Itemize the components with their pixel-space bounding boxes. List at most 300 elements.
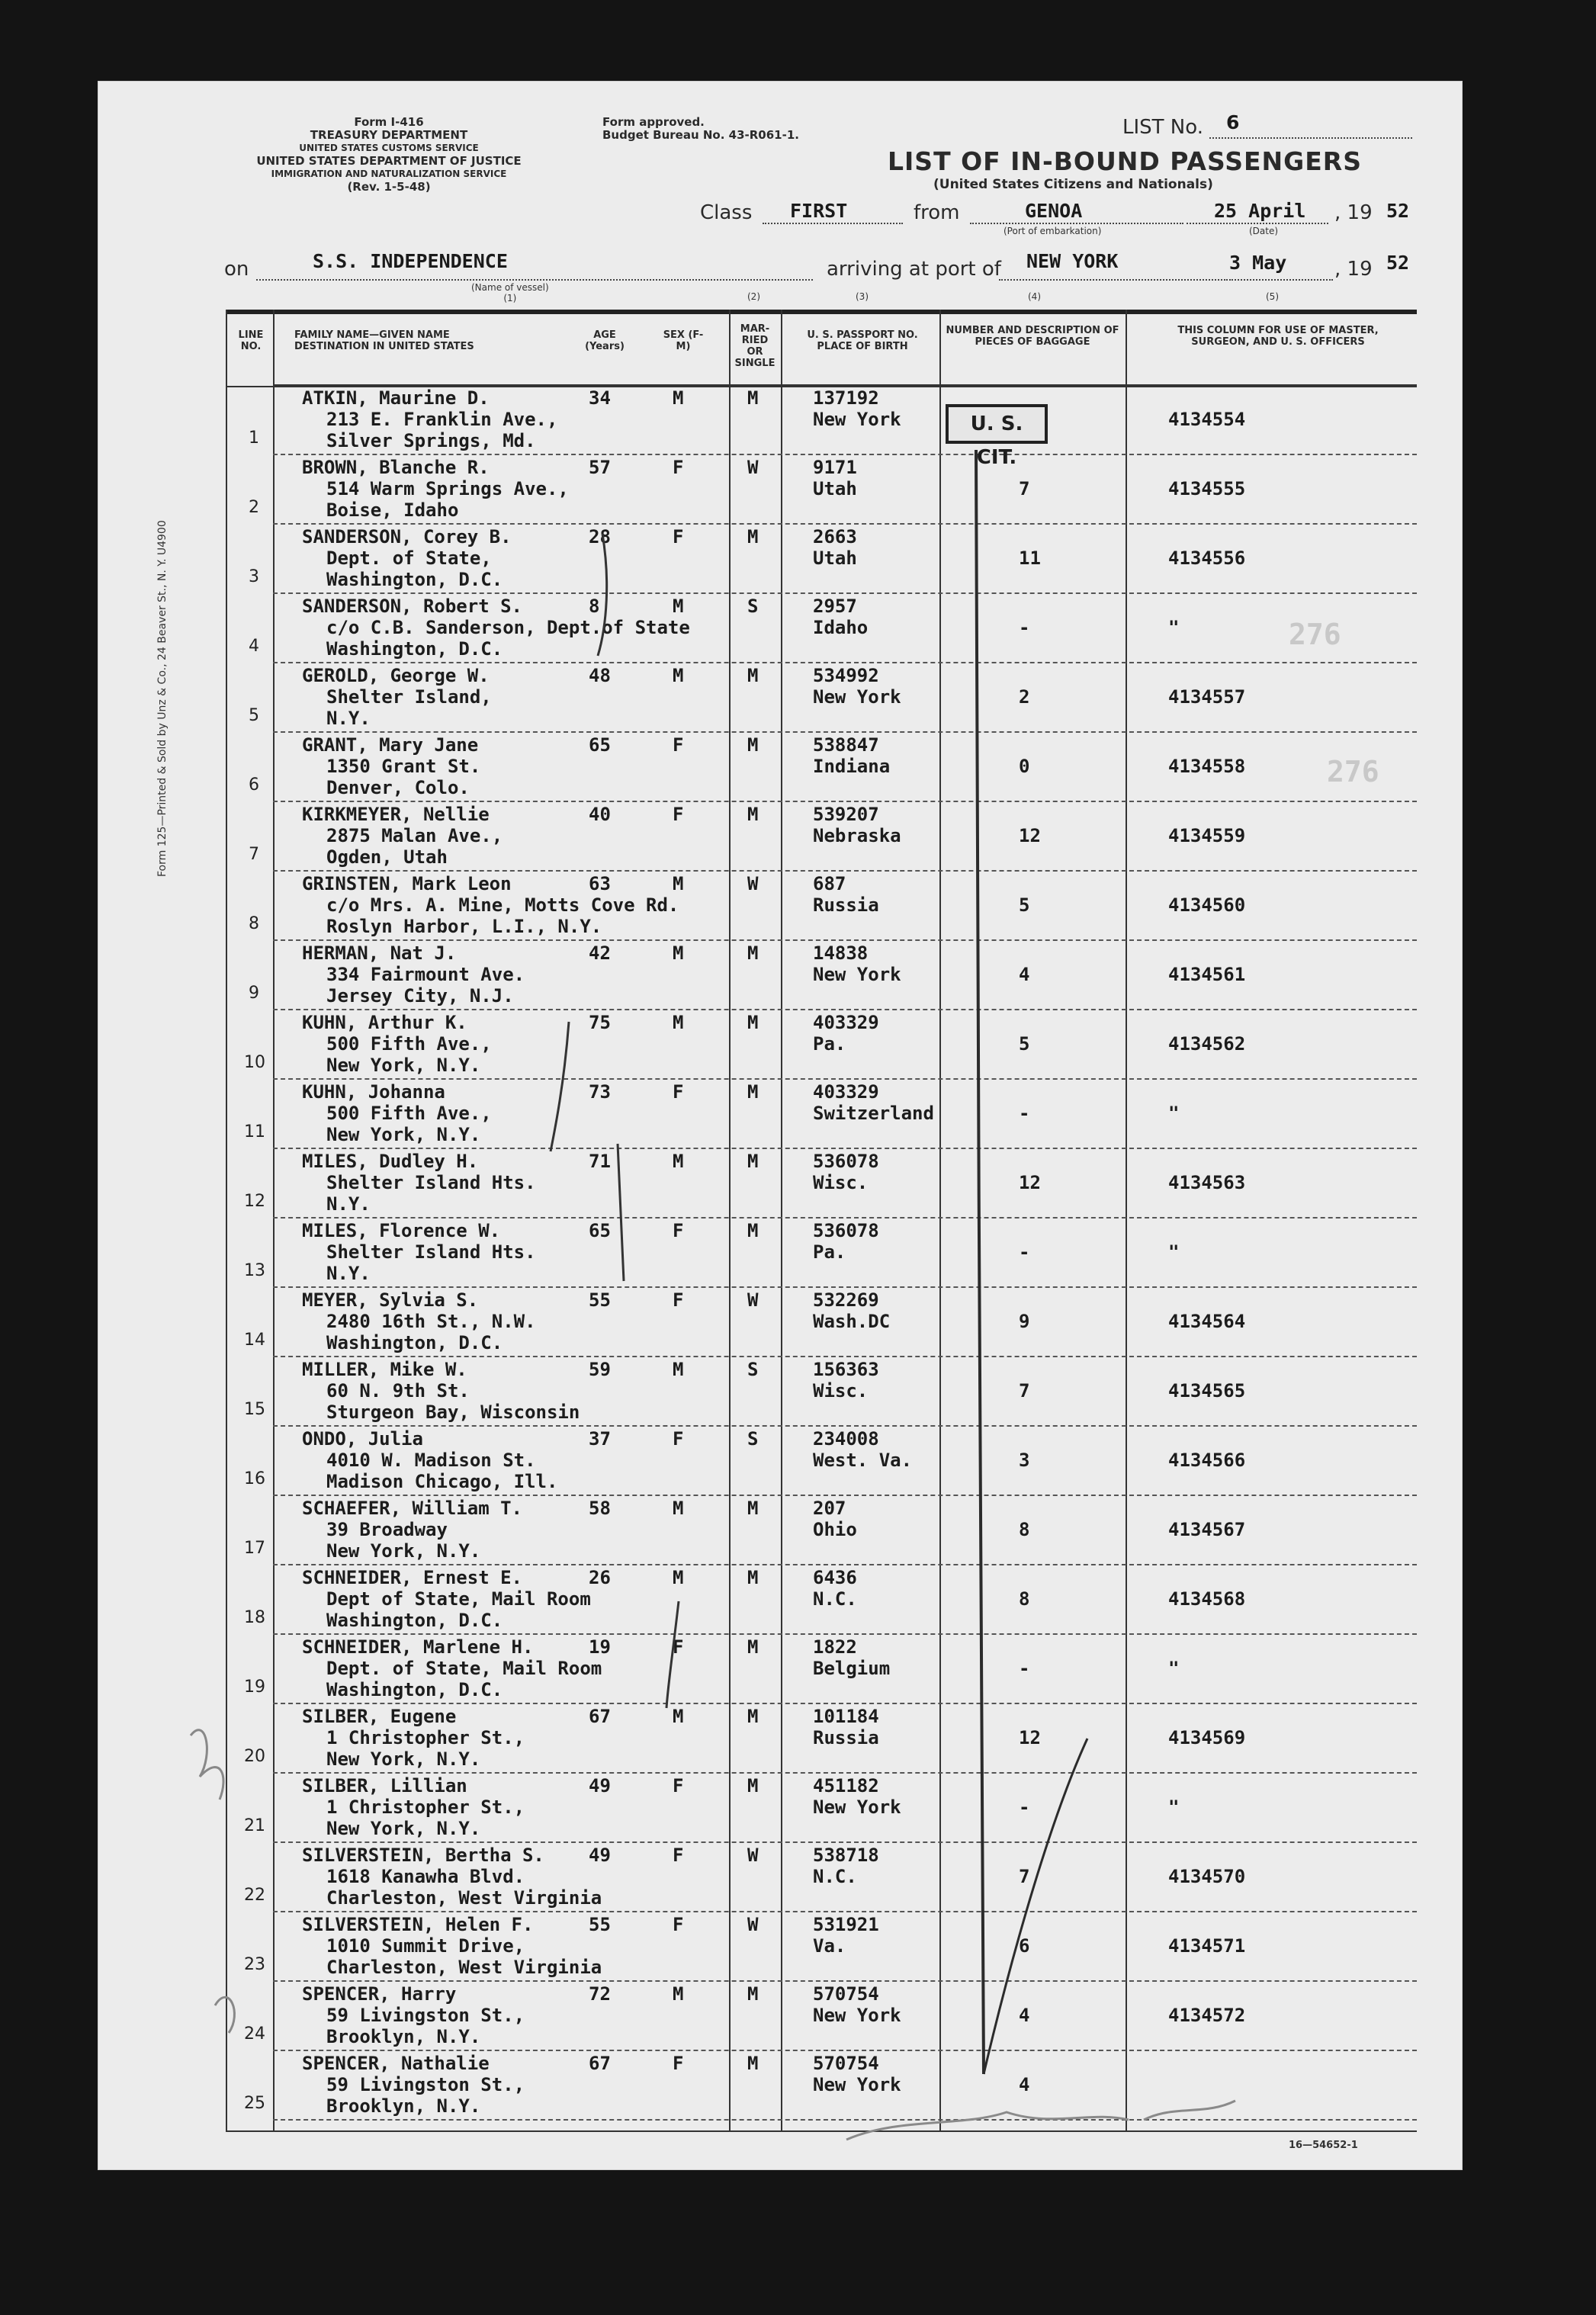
line-number: 11 <box>244 1122 265 1141</box>
from-label: from <box>914 201 960 224</box>
address-line-1: 334 Fairmount Ave. <box>326 964 525 985</box>
address-line-1: c/o Mrs. A. Mine, Motts Cove Rd. <box>326 894 679 916</box>
passport-number: 536078 <box>813 1151 879 1172</box>
address-line-1: 59 Livingston St., <box>326 2074 525 2095</box>
baggage-count: 9 <box>1019 1311 1030 1332</box>
age: 65 <box>589 734 611 756</box>
printer-imprint: Form 125—Printed & Sold by Unz & Co., 24 Beaver St., N. Y. U4900 <box>156 520 169 877</box>
sex: F <box>673 804 684 825</box>
address-line-1: Dept. of State, <box>326 547 492 569</box>
address-line-1: 2480 16th St., N.W. <box>326 1311 536 1332</box>
officer-number: " <box>1168 1103 1180 1124</box>
address-line-2: Boise, Idaho <box>326 499 459 521</box>
officer-number: 4134556 <box>1168 547 1246 569</box>
year-label-2: , 19 <box>1334 258 1373 281</box>
passport-number: 137192 <box>813 387 879 409</box>
address-line-1: 1350 Grant St. <box>326 756 481 777</box>
address-line-1: c/o C.B. Sanderson, Dept.of State <box>326 617 690 638</box>
passenger-name: GRANT, Mary Jane <box>302 734 479 756</box>
address-line-1: 1618 Kanawha Blvd. <box>326 1866 525 1887</box>
baggage-count: 7 <box>1019 1866 1030 1887</box>
passport-number: 2957 <box>813 596 857 617</box>
age: 73 <box>589 1081 611 1103</box>
marital-status: M <box>747 1706 759 1727</box>
place-of-birth: Utah <box>813 478 857 499</box>
address-line-2: Ogden, Utah <box>326 846 448 868</box>
sex: F <box>673 1775 684 1796</box>
address-line-2: Roslyn Harbor, L.I., N.Y. <box>326 916 602 937</box>
officer-number: 4134558 <box>1168 756 1246 777</box>
address-line-2: Washington, D.C. <box>326 569 503 590</box>
officer-number: 4134567 <box>1168 1519 1246 1540</box>
marital-status: S <box>747 1428 759 1450</box>
passport-number: 207 <box>813 1498 846 1519</box>
arrival-date: 3 May <box>1229 252 1287 274</box>
col-num-3: (3) <box>856 291 869 302</box>
age: 65 <box>589 1220 611 1241</box>
address-line-2: Washington, D.C. <box>326 1679 503 1700</box>
line-number: 22 <box>244 1886 265 1905</box>
sex: M <box>673 942 684 964</box>
officer-number: 4134571 <box>1168 1935 1246 1957</box>
col-num-4: (4) <box>1028 291 1041 302</box>
baggage-count: 4 <box>1019 2074 1030 2095</box>
place-of-birth: Pa. <box>813 1033 846 1055</box>
sex: F <box>673 1289 684 1311</box>
passenger-name: SCHNEIDER, Marlene H. <box>302 1636 534 1658</box>
age: 75 <box>589 1012 611 1033</box>
address-line-1: 4010 W. Madison St. <box>326 1450 536 1471</box>
age: 49 <box>589 1775 611 1796</box>
baggage-count: 8 <box>1019 1588 1030 1610</box>
passport-number: 101184 <box>813 1706 879 1727</box>
marital-status: S <box>747 596 759 617</box>
baggage-count: 3 <box>1019 1450 1030 1471</box>
passport-number: 538847 <box>813 734 879 756</box>
passport-number: 539207 <box>813 804 879 825</box>
officer-number: " <box>1168 617 1180 638</box>
passenger-name: SILVERSTEIN, Helen F. <box>302 1914 534 1935</box>
passport-number: 1822 <box>813 1636 857 1658</box>
address-line-2: Charleston, West Virginia <box>326 1887 602 1909</box>
passport-number: 403329 <box>813 1012 879 1033</box>
form-agency-block: Form I-416 TREASURY DEPARTMENT UNITED STATES CUSTOMS SERVICE UNITED STATES DEPARTMENT OF JUSTICE IMMIGRATION AND NATURALIZATION SERVICE (Rev. 1-5-48) <box>256 115 522 194</box>
officer-number: 4134569 <box>1168 1727 1246 1748</box>
year-value-1: 52 <box>1386 200 1410 222</box>
line-number: 15 <box>244 1400 265 1419</box>
place-of-birth: New York <box>813 409 901 430</box>
baggage-count: 4 <box>1019 964 1030 985</box>
line-number: 6 <box>249 775 259 795</box>
passport-number: 156363 <box>813 1359 879 1380</box>
col-header-line: LINE NO. <box>238 329 264 352</box>
us-citizen-stamp: U. S. CIT. <box>946 404 1048 444</box>
place-of-birth: Belgium <box>813 1658 891 1679</box>
address-line-2: N.Y. <box>326 708 371 729</box>
officer-number: " <box>1168 1796 1180 1818</box>
line-number: 9 <box>249 984 259 1003</box>
line-number: 14 <box>244 1331 265 1350</box>
place-of-birth: N.C. <box>813 1866 857 1887</box>
place-of-birth: Indiana <box>813 756 891 777</box>
officer-number: 4134559 <box>1168 825 1246 846</box>
line-number: 17 <box>244 1539 265 1558</box>
sex: M <box>673 1151 684 1172</box>
sex: M <box>673 1706 684 1727</box>
age: 49 <box>589 1845 611 1866</box>
passport-number: 234008 <box>813 1428 879 1450</box>
sex: M <box>673 387 684 409</box>
departure-date: 25 April <box>1214 200 1306 222</box>
sex: M <box>673 1012 684 1033</box>
marital-status: M <box>747 942 759 964</box>
baggage-count: 12 <box>1019 1727 1041 1748</box>
passenger-name: MILLER, Mike W. <box>302 1359 467 1380</box>
col-header-age: AGE (Years) <box>585 329 625 352</box>
passport-number: 538718 <box>813 1845 879 1866</box>
place-of-birth: Wisc. <box>813 1172 869 1193</box>
officer-number: " <box>1168 1658 1180 1679</box>
baggage-count: - <box>1019 1796 1030 1818</box>
baggage-count: - <box>1019 1658 1030 1679</box>
col-header-baggage: NUMBER AND DESCRIPTION OF PIECES OF BAGGAGE <box>946 325 1119 348</box>
bleed-through-number: 276 <box>1327 755 1379 788</box>
class-value: FIRST <box>790 200 848 222</box>
sex: F <box>673 1428 684 1450</box>
passport-number: 570754 <box>813 1983 879 2005</box>
sex: M <box>673 1567 684 1588</box>
address-line-1: 2875 Malan Ave., <box>326 825 503 846</box>
passport-number: 536078 <box>813 1220 879 1241</box>
address-line-1: 39 Broadway <box>326 1519 448 1540</box>
address-line-2: New York, N.Y. <box>326 1055 481 1076</box>
col-header-sex: SEX (F-M) <box>663 329 704 352</box>
place-of-birth: Switzerland <box>813 1103 934 1124</box>
line-number: 1 <box>249 429 259 448</box>
place-of-birth: New York <box>813 964 901 985</box>
passenger-name: KUHN, Johanna <box>302 1081 445 1103</box>
marital-status: W <box>747 1845 759 1866</box>
marital-status: W <box>747 1289 759 1311</box>
baggage-count: 6 <box>1019 1935 1030 1957</box>
address-line-2: Sturgeon Bay, Wisconsin <box>326 1402 580 1423</box>
officer-number: 4134563 <box>1168 1172 1246 1193</box>
address-line-2: Jersey City, N.J. <box>326 985 514 1007</box>
address-line-1: 500 Fifth Ave., <box>326 1103 492 1124</box>
line-number: 2 <box>249 498 259 517</box>
marital-status: M <box>747 526 759 547</box>
address-line-1: Dept. of State, Mail Room <box>326 1658 602 1679</box>
port-value: NEW YORK <box>1026 250 1119 272</box>
age: 71 <box>589 1151 611 1172</box>
form-footnote: 16—54652-1 <box>1289 2140 1358 2151</box>
col-num-2: (2) <box>747 291 760 302</box>
line-number: 7 <box>249 845 259 864</box>
line-number: 19 <box>244 1678 265 1697</box>
marital-status: M <box>747 1636 759 1658</box>
sex: M <box>673 596 684 617</box>
marital-status: M <box>747 1567 759 1588</box>
line-number: 16 <box>244 1469 265 1488</box>
passenger-name: KIRKMEYER, Nellie <box>302 804 490 825</box>
address-line-1: 60 N. 9th St. <box>326 1380 470 1402</box>
passenger-name: SCHNEIDER, Ernest E. <box>302 1567 522 1588</box>
baggage-count: - <box>1019 1103 1030 1124</box>
marital-status: M <box>747 1983 759 2005</box>
passport-number: 531921 <box>813 1914 879 1935</box>
form-approval: Form approved. Budget Bureau No. 43-R061-1. <box>602 115 799 142</box>
baggage-count: 0 <box>1019 756 1030 777</box>
passenger-name: SILBER, Lillian <box>302 1775 467 1796</box>
address-line-2: New York, N.Y. <box>326 1124 481 1145</box>
marital-status: M <box>747 665 759 686</box>
place-of-birth: Utah <box>813 547 857 569</box>
line-number: 12 <box>244 1192 265 1211</box>
address-line-2: N.Y. <box>326 1193 371 1215</box>
address-line-1: 1 Christopher St., <box>326 1796 525 1818</box>
officer-number: 4134572 <box>1168 2005 1246 2026</box>
date-caption: (Date) <box>1249 226 1279 236</box>
sex: M <box>673 1983 684 2005</box>
baggage-count: 7 <box>1019 478 1030 499</box>
age: 42 <box>589 942 611 964</box>
baggage-count: 12 <box>1019 825 1041 846</box>
passenger-name: MEYER, Sylvia S. <box>302 1289 479 1311</box>
class-label: Class <box>700 201 753 224</box>
marital-status: M <box>747 804 759 825</box>
sex: M <box>673 873 684 894</box>
list-no-label: LIST No. <box>1122 116 1203 139</box>
page-title: LIST OF IN-BOUND PASSENGERS <box>888 146 1362 176</box>
age: 57 <box>589 457 611 478</box>
address-line-1: 1010 Summit Drive, <box>326 1935 525 1957</box>
passenger-name: SILVERSTEIN, Bertha S. <box>302 1845 544 1866</box>
passport-number: 9171 <box>813 457 857 478</box>
officer-number: 4134560 <box>1168 894 1246 916</box>
marital-status: M <box>747 1081 759 1103</box>
col-num-5: (5) <box>1266 291 1279 302</box>
passport-number: 14838 <box>813 942 869 964</box>
age: 8 <box>589 596 600 617</box>
address-line-2: Washington, D.C. <box>326 1332 503 1353</box>
passport-number: 534992 <box>813 665 879 686</box>
place-of-birth: N.C. <box>813 1588 857 1610</box>
sex: F <box>673 734 684 756</box>
passport-number: 532269 <box>813 1289 879 1311</box>
year-label-1: , 19 <box>1334 201 1373 224</box>
passenger-name: SPENCER, Nathalie <box>302 2053 490 2074</box>
col-header-officer: THIS COLUMN FOR USE OF MASTER, SURGEON, AND U. S. OFFICERS <box>1177 325 1379 348</box>
age: 67 <box>589 1706 611 1727</box>
age: 59 <box>589 1359 611 1380</box>
officer-number: 4134561 <box>1168 964 1246 985</box>
col-header-name: FAMILY NAME—GIVEN NAME DESTINATION IN UNITED STATES <box>294 329 474 352</box>
officer-number: 4134555 <box>1168 478 1246 499</box>
officer-number: 4134570 <box>1168 1866 1246 1887</box>
address-line-2: N.Y. <box>326 1263 371 1284</box>
age: 26 <box>589 1567 611 1588</box>
line-number: 13 <box>244 1261 265 1280</box>
age: 34 <box>589 387 611 409</box>
line-number: 5 <box>249 706 259 725</box>
passenger-name: GRINSTEN, Mark Leon <box>302 873 512 894</box>
from-value: GENOA <box>1025 200 1083 222</box>
officer-number: 4134566 <box>1168 1450 1246 1471</box>
passenger-name: ONDO, Julia <box>302 1428 423 1450</box>
address-line-2: New York, N.Y. <box>326 1748 481 1770</box>
sex: F <box>673 526 684 547</box>
age: 48 <box>589 665 611 686</box>
arriving-label: arriving at port of <box>827 258 1001 281</box>
passport-number: 403329 <box>813 1081 879 1103</box>
baggage-count: 2 <box>1019 686 1030 708</box>
line-number: 24 <box>244 2024 265 2044</box>
address-line-1: Shelter Island Hts. <box>326 1241 536 1263</box>
officer-number: 4134557 <box>1168 686 1246 708</box>
address-line-1: 59 Livingston St., <box>326 2005 525 2026</box>
marital-status: M <box>747 1220 759 1241</box>
from-caption: (Port of embarkation) <box>1004 226 1102 236</box>
officer-number: 4134554 <box>1168 409 1246 430</box>
address-line-2: Denver, Colo. <box>326 777 470 798</box>
vessel-name: S.S. INDEPENDENCE <box>313 250 508 272</box>
place-of-birth: Nebraska <box>813 825 901 846</box>
place-of-birth: West. Va. <box>813 1450 913 1471</box>
bleed-through-number: 276 <box>1289 618 1341 651</box>
vessel-caption: (Name of vessel) (1) <box>471 282 549 303</box>
age: 55 <box>589 1289 611 1311</box>
sex: F <box>673 1220 684 1241</box>
page-subtitle: (United States Citizens and Nationals) <box>933 177 1213 192</box>
line-number: 18 <box>244 1608 265 1627</box>
marital-status: M <box>747 734 759 756</box>
passenger-name: SILBER, Eugene <box>302 1706 457 1727</box>
line-number: 20 <box>244 1747 265 1766</box>
age: 37 <box>589 1428 611 1450</box>
marital-status: S <box>747 1359 759 1380</box>
sex: F <box>673 1081 684 1103</box>
marital-status: W <box>747 457 759 478</box>
sex: M <box>673 1359 684 1380</box>
line-number: 8 <box>249 914 259 933</box>
place-of-birth: Va. <box>813 1935 846 1957</box>
address-line-2: Brooklyn, N.Y. <box>326 2026 481 2047</box>
place-of-birth: New York <box>813 2074 901 2095</box>
officer-number: 4134564 <box>1168 1311 1246 1332</box>
col-header-married: MAR-RIED OR SINGLE <box>734 323 776 369</box>
marital-status: M <box>747 2053 759 2074</box>
passenger-name: SANDERSON, Robert S. <box>302 596 522 617</box>
passport-number: 6436 <box>813 1567 857 1588</box>
passport-number: 687 <box>813 873 846 894</box>
passport-number: 2663 <box>813 526 857 547</box>
age: 40 <box>589 804 611 825</box>
age: 72 <box>589 1983 611 2005</box>
baggage-count: 5 <box>1019 894 1030 916</box>
baggage-count: - <box>1019 617 1030 638</box>
baggage-count: 11 <box>1019 547 1041 569</box>
address-line-1: 514 Warm Springs Ave., <box>326 478 569 499</box>
officer-number: 4134565 <box>1168 1380 1246 1402</box>
place-of-birth: Pa. <box>813 1241 846 1263</box>
address-line-2: Brooklyn, N.Y. <box>326 2095 481 2117</box>
address-line-1: Shelter Island Hts. <box>326 1172 536 1193</box>
age: 58 <box>589 1498 611 1519</box>
line-number: 21 <box>244 1816 265 1835</box>
marital-status: M <box>747 1151 759 1172</box>
sex: F <box>673 1845 684 1866</box>
address-line-2: Washington, D.C. <box>326 1610 503 1631</box>
passenger-name: GEROLD, George W. <box>302 665 490 686</box>
passenger-name: KUHN, Arthur K. <box>302 1012 467 1033</box>
list-no-value: 6 <box>1226 111 1240 133</box>
marital-status: M <box>747 1012 759 1033</box>
year-value-2: 52 <box>1386 252 1410 274</box>
address-line-2: Washington, D.C. <box>326 638 503 660</box>
line-number: 3 <box>249 567 259 586</box>
officer-number: " <box>1168 1241 1180 1263</box>
on-label: on <box>224 258 249 281</box>
address-line-1: Shelter Island, <box>326 686 492 708</box>
age: 28 <box>589 526 611 547</box>
sex: F <box>673 457 684 478</box>
marital-status: W <box>747 873 759 894</box>
baggage-count: 4 <box>1019 2005 1030 2026</box>
col-header-passport: U. S. PASSPORT NO. PLACE OF BIRTH <box>807 329 918 352</box>
sex: F <box>673 1914 684 1935</box>
sex: F <box>673 2053 684 2074</box>
address-line-2: Charleston, West Virginia <box>326 1957 602 1978</box>
passenger-name: SCHAEFER, William T. <box>302 1498 522 1519</box>
address-line-2: Silver Springs, Md. <box>326 430 536 451</box>
baggage-count: 7 <box>1019 1380 1030 1402</box>
age: 55 <box>589 1914 611 1935</box>
passenger-name: BROWN, Blanche R. <box>302 457 490 478</box>
age: 63 <box>589 873 611 894</box>
passport-number: 570754 <box>813 2053 879 2074</box>
sex: M <box>673 1498 684 1519</box>
sex: F <box>673 1636 684 1658</box>
marital-status: M <box>747 1498 759 1519</box>
baggage-count: - <box>1019 1241 1030 1263</box>
baggage-count: 5 <box>1019 1033 1030 1055</box>
passenger-name: SANDERSON, Corey B. <box>302 526 512 547</box>
place-of-birth: New York <box>813 686 901 708</box>
address-line-2: New York, N.Y. <box>326 1818 481 1839</box>
place-of-birth: Wash.DC <box>813 1311 891 1332</box>
age: 67 <box>589 2053 611 2074</box>
place-of-birth: Wisc. <box>813 1380 869 1402</box>
place-of-birth: Ohio <box>813 1519 857 1540</box>
officer-number: 4134568 <box>1168 1588 1246 1610</box>
sex: M <box>673 665 684 686</box>
line-number: 23 <box>244 1955 265 1974</box>
passenger-name: MILES, Dudley H. <box>302 1151 479 1172</box>
passenger-name: SPENCER, Harry <box>302 1983 457 2005</box>
line-number: 4 <box>249 637 259 656</box>
address-line-1: 1 Christopher St., <box>326 1727 525 1748</box>
baggage-count: 12 <box>1019 1172 1041 1193</box>
place-of-birth: New York <box>813 2005 901 2026</box>
officer-number: 4134562 <box>1168 1033 1246 1055</box>
marital-status: M <box>747 387 759 409</box>
baggage-count: 8 <box>1019 1519 1030 1540</box>
passport-number: 451182 <box>813 1775 879 1796</box>
passenger-name: HERMAN, Nat J. <box>302 942 457 964</box>
passenger-name: ATKIN, Maurine D. <box>302 387 490 409</box>
place-of-birth: New York <box>813 1796 901 1818</box>
line-number: 10 <box>244 1053 265 1072</box>
